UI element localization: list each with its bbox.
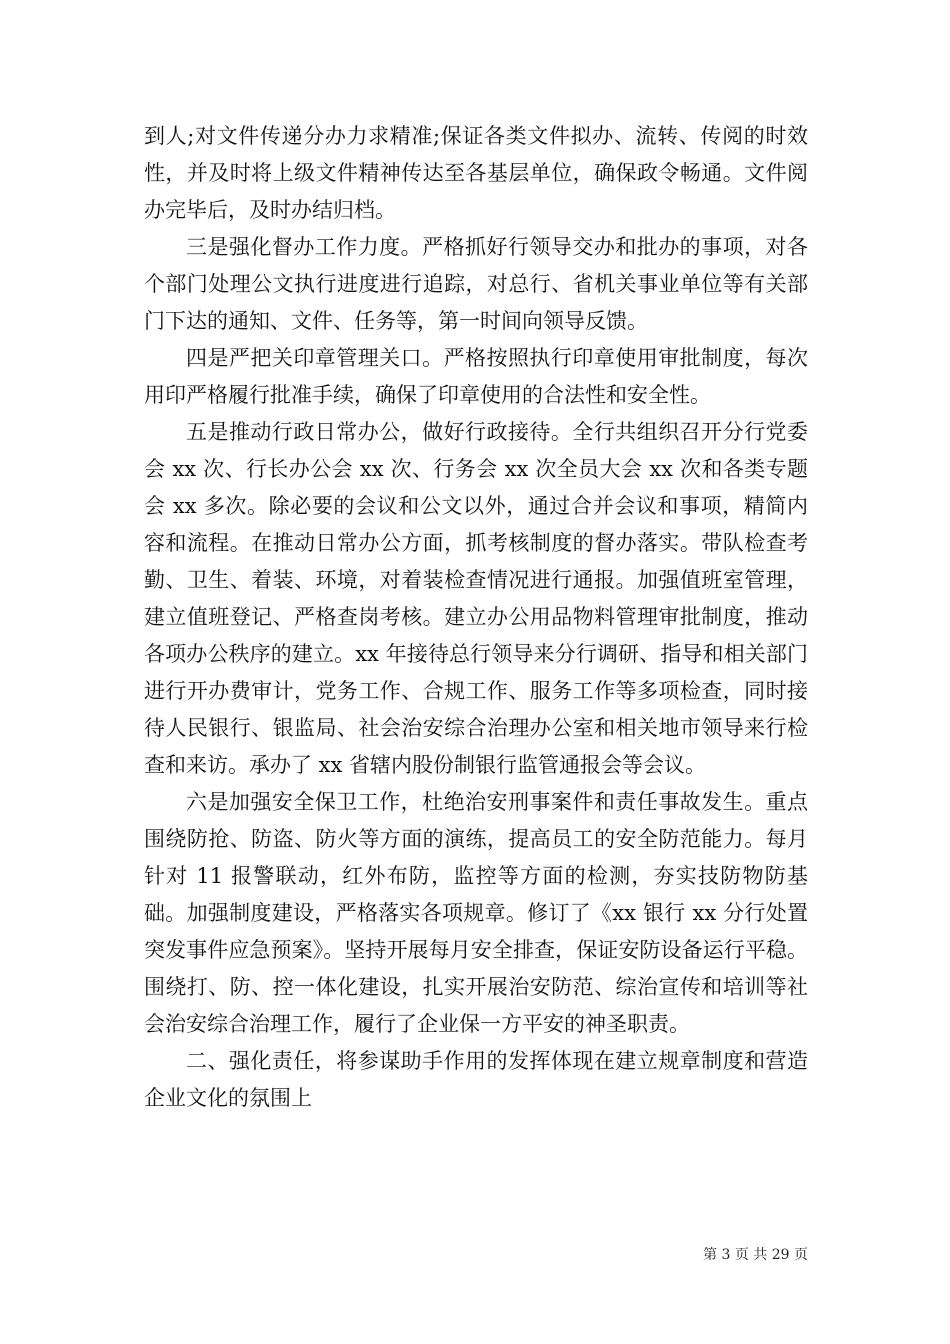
paragraph: 三是强化督办工作力度。严格抓好行领导交办和批办的事项，对各个部门处理公文执行进度进行追踪，对总行、省机关事业单位等有关部门下达的通知、文件、任务等，第一时间向领导反馈。 (144, 235, 808, 333)
document-body (144, 118, 808, 1117)
paragraph: 四是严把关印章管理关口。严格按照执行印章使用审批制度，每次用印严格履行批准手续，确保了印章使用的合法性和安全性。 (144, 346, 808, 407)
section-heading: 二、强化责任，将参谋助手作用的发挥体现在建立规章制度和营造企业文化的氛围上 (144, 1049, 808, 1110)
paragraph: 五是推动行政日常办公，做好行政接待。全行共组织召开分行党委会 xx 次、行长办公会 xx 次、行务会 xx 次全员大会 xx 次和各类专题会 xx 多次。除必要的会议和公文以外，通过合并会议和事项，精简内容和流程。在推动日常办公方面，抓考核制度的督办落实。带队检查考勤、卫生、着装、环境，对着装检查情况进行通报。加强值班室管理，建立值班登记、严格查岗考核。建立办公用品物料管理审批制度，推动各项办公秩序的建立。xx 年接待总行领导来分行调研、指导和相关部门进行开办费审计，党务工作、合规工作、服务工作等多项检查，同时接待人民银行、银监局、社会治安综合治理办公室和相关地市领导来行检查和来访。承办了 xx 省辖内股份制银行监管通报会等会议。 (144, 420, 808, 777)
page-number: 第 3 页 共 29 页 (703, 1247, 808, 1263)
paragraph: 六是加强安全保卫工作，杜绝治安刑事案件和责任事故发生。重点围绕防抢、防盗、防火等方面的演练，提高员工的安全防范能力。每月针对 11 报警联动，红外布防，监控等方面的检测，夯实技防物防基础。加强制度建设，严格落实各项规章。修订了《xx 银行 xx 分行处置突发事件应急预案》。坚持开展每月安全排查，保证安防设备运行平稳。围绕打、防、控一体化建设，扎实开展治安防范、综治宣传和培训等社会治安综合治理工作，履行了企业保一方平安的神圣职责。 (144, 790, 808, 1036)
paragraph: 到人;对文件传递分办力求精准;保证各类文件拟办、流转、传阅的时效性，并及时将上级文件精神传达至各基层单位，确保政令畅通。文件阅办完毕后，及时办结归档。 (144, 124, 808, 222)
